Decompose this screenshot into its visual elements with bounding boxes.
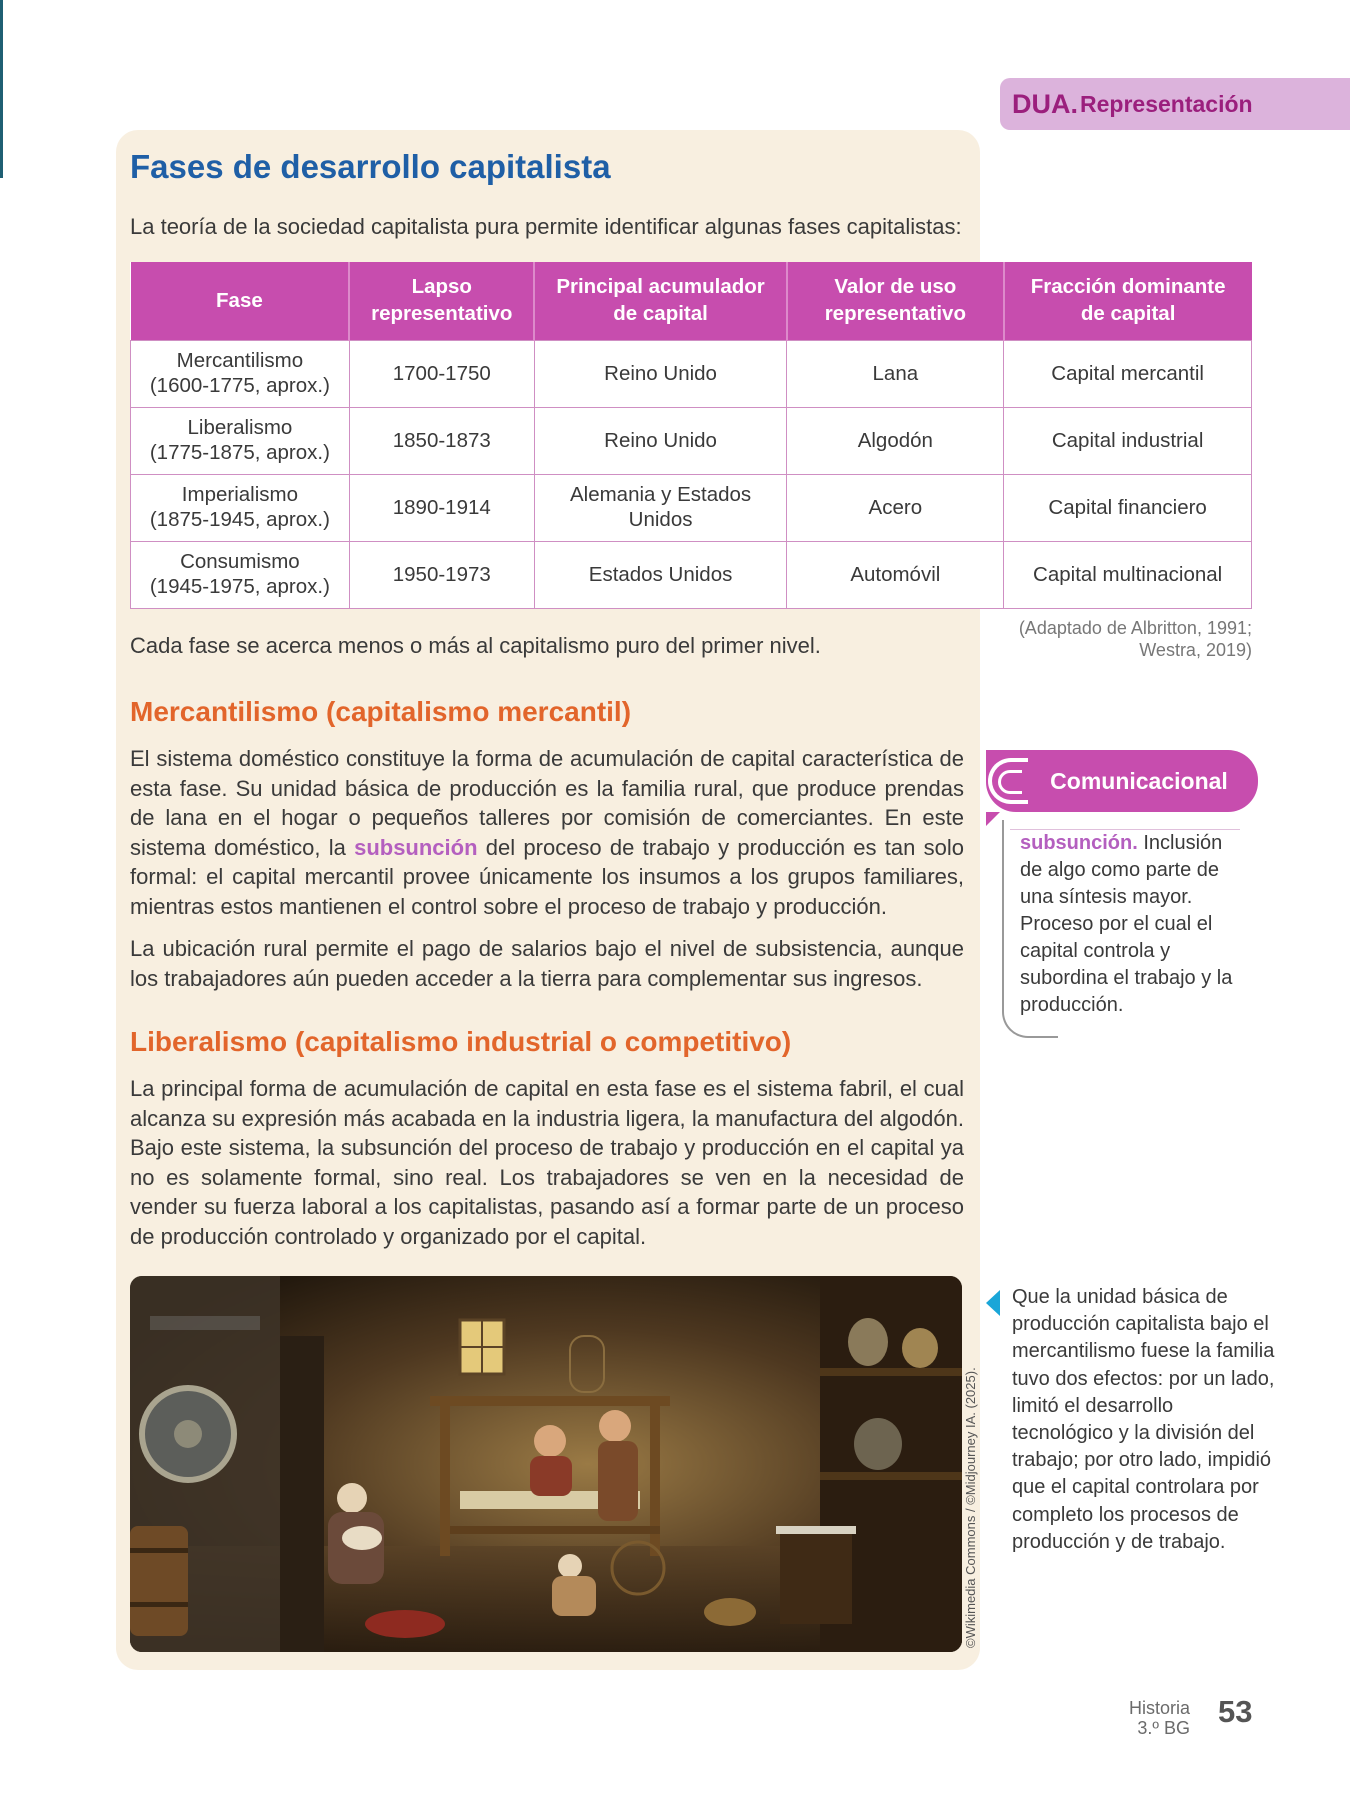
fase-name: Consumismo	[180, 550, 300, 574]
painting-illustration	[130, 1276, 962, 1652]
cell-fase	[131, 408, 350, 475]
header-lapso	[349, 262, 534, 341]
header-acumulador	[534, 262, 787, 341]
source-line-2: Westra, 2019)	[1139, 639, 1252, 660]
footer-subject	[1100, 1698, 1190, 1738]
liberalismo-paragraph-1: La principal forma de acumulación de capital en esta fase es el sistema fabril, el cual alcanza su expresión más acabada en la industria ligera, la manufactura del algodón. Bajo este sistema, la subsunción del proceso de trabajo y producción en el capital ya no es solamente formal, sino real. Los trabajadores se ven en la necesidad de vender su fuerza laboral a los capitalistas, pasando así a formar parte de un proceso de producción controlado y organizado por el capital.	[130, 1076, 964, 1249]
fase-name: Liberalismo	[187, 416, 293, 440]
mercantilismo-paragraph-2: La ubicación rural permite el pago de salarios bajo el nivel de subsistencia, aunque los trabajadores aún pueden acceder a la tierra para complementar sus ingresos.	[130, 936, 964, 991]
table-row	[131, 408, 1252, 475]
mercantilismo-p1-start: El sistema doméstico constituye la forma de acumulación de capital característica de esta fase. Su unidad básica de producción es la familia rural, que produce prendas de lana en el hogar o pequeños talleres por comisión de comerciantes. En este sistema doméstico, la	[130, 746, 964, 860]
cell-fraccion: Capital industrial	[1004, 408, 1252, 475]
mercantilismo-p1-end: del proceso de trabajo y producción es tan solo formal: el capital mercantil provee únicamente los insumos a los grupos familiares, mientras estos mantienen el control sobre el proceso de trabajo y producción.	[130, 834, 964, 919]
cell-acumulador: Reino Unido	[534, 341, 787, 408]
comunicacional-badge: Comunicacional	[986, 750, 1258, 812]
cell-fraccion: Capital mercantil	[1004, 341, 1252, 408]
table-header-row	[131, 262, 1252, 341]
intro-text: La teoría de la sociedad capitalista pura permite identificar algunas fases capitalistas:	[130, 214, 962, 239]
cell-valor: Acero	[787, 475, 1004, 542]
table-row	[131, 542, 1252, 609]
dua-strong: DUA.	[1012, 88, 1078, 119]
page-edge-line	[0, 0, 3, 178]
cell-acumulador: Reino Unido	[534, 408, 787, 475]
fase-name: Imperialismo	[181, 483, 298, 507]
cell-fase	[131, 542, 350, 609]
dua-tab	[1000, 78, 1350, 130]
header-fase: Fase	[131, 262, 350, 341]
header-lapso-label: Lapso representativo	[371, 275, 513, 325]
table-row	[131, 475, 1252, 542]
footer-subject-name: Historia	[1128, 1698, 1190, 1718]
heading-mercantilismo: Mercantilismo (capitalismo mercantil)	[130, 696, 632, 727]
cell-acumulador: Estados Unidos	[534, 542, 787, 609]
cell-lapso: 1950-1973	[349, 542, 534, 609]
after-table-text: Cada fase se acerca menos o más al capitalismo puro del primer nivel.	[130, 633, 821, 658]
footer-grade: 3.º BG	[1137, 1718, 1190, 1738]
image-credit: ©Wikimedia Commons / ©Midjourney IA. (2025).	[963, 1367, 978, 1648]
heading-liberalismo: Liberalismo (capitalismo industrial o competitivo)	[130, 1026, 792, 1057]
header-fraccion	[1004, 262, 1252, 341]
fase-name: Mercantilismo	[176, 349, 304, 373]
cell-lapso: 1890-1914	[349, 475, 534, 542]
fase-period: (1600-1775, aprox.)	[149, 374, 330, 397]
table-row	[131, 341, 1252, 408]
side-note: Que la unidad básica de producción capitalista bajo el mercantilismo fuese la familia tuvo dos efectos: por un lado, limitó el desarrollo tecnológico y la división del trabajo; por otro lado, impidió que el capital controlara por completo los procesos de producción y de trabajo.	[1012, 1286, 1275, 1553]
page-number: 53	[1218, 1694, 1253, 1729]
page-title: Fases de desarrollo capitalista	[130, 148, 611, 185]
cell-lapso: 1700-1750	[349, 341, 534, 408]
cell-fase	[131, 475, 350, 542]
glossary-definition	[1020, 830, 1250, 1019]
mercantilismo-paragraph-1	[130, 744, 964, 921]
cell-valor: Algodón	[787, 408, 1004, 475]
acumulador-label: Alemania y Estados Unidos	[569, 483, 752, 531]
term-subsuncion[interactable]: subsunción	[354, 834, 478, 860]
comunicacional-notch	[986, 812, 1000, 826]
dua-label: Representación	[1080, 90, 1253, 117]
cell-acumulador	[534, 475, 787, 542]
header-acumulador-label: Principal acumulador de capital	[556, 275, 765, 325]
fase-period: (1775-1875, aprox.)	[149, 441, 330, 464]
comunicacional-c-inner-icon	[998, 770, 1022, 794]
glossary-term: subsunción.	[1020, 832, 1138, 854]
fase-period: (1945-1975, aprox.)	[149, 575, 330, 598]
side-note-arrow-icon	[986, 1290, 1000, 1316]
fase-period: (1875-1945, aprox.)	[149, 508, 330, 531]
cell-valor: Automóvil	[787, 542, 1004, 609]
cell-fraccion: Capital financiero	[1004, 475, 1252, 542]
cell-lapso: 1850-1873	[349, 408, 534, 475]
phases-table	[130, 262, 1252, 609]
header-valor	[787, 262, 1004, 341]
table-source	[960, 618, 1252, 661]
cell-fase	[131, 341, 350, 408]
domestic-weaving-painting	[130, 1276, 962, 1652]
source-line-1: (Adaptado de Albritton, 1991;	[1018, 618, 1252, 638]
header-fraccion-label: Fracción dominante de capital	[1030, 275, 1226, 325]
cell-fraccion: Capital multinacional	[1004, 542, 1252, 609]
glossary-text: Inclusión de algo como parte de una síntesis mayor. Proceso por el cual el capital controla y subordina el trabajo y la producción.	[1020, 832, 1233, 1016]
header-valor-label: Valor de uso representativo	[824, 275, 966, 325]
cell-valor: Lana	[787, 341, 1004, 408]
